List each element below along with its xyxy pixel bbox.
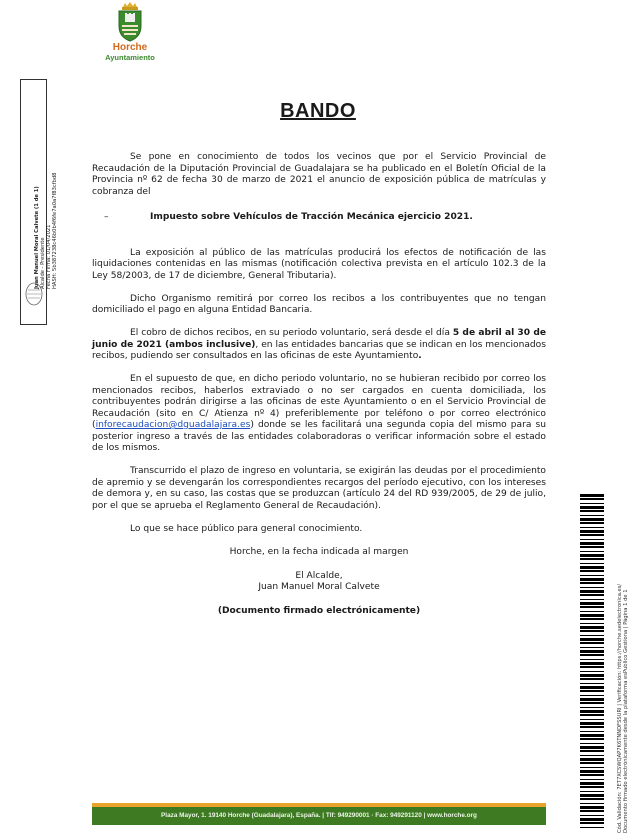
barcode-stripe (580, 719, 604, 720)
paragraph-1: Se pone en conocimiento de todos los vecinos que por el Servicio Provincial de Recaudación de la Diputación Provincial de Guadalajara se ha publicado en el Boletín Oficial de la Provincia nº 62 de fecha 30 de marzo de 2021 el anuncio de exposición pública de matrículas y cobranza del (92, 152, 546, 197)
barcode-stripe (580, 698, 604, 701)
p5-text-a: En el supuesto de que, en dicho periodo voluntario, no se hubieran recibido por correo los mencionados recibos, haberlos extraviado o no ser cargados en cuenta domiciliada, los contribuyentes podrán dirigirse a las oficinas de este Ayuntamiento o en el Servicio Provincial de Recaudación (sito en C/ Atienza nº 4) preferiblemente por teléfono o por correo electrónico ( (92, 374, 546, 430)
barcode-stripe (580, 563, 604, 564)
barcode-stripe (580, 683, 604, 684)
barcode-stripe (580, 606, 604, 608)
barcode-stripe (580, 678, 604, 680)
paragraph-7: Lo que se hace público para general conocimiento. (130, 523, 363, 534)
barcode-stripe (580, 590, 604, 593)
barcode-stripe (580, 827, 604, 828)
signature-line-4: HASH: 5b387238c46b0b4f6fe7a0a7f83cfbd8 (52, 172, 58, 289)
barcode-stripe (580, 798, 604, 800)
barcode-stripe (580, 690, 604, 692)
barcode-stripe (580, 750, 604, 752)
barcode-stripe (580, 782, 604, 785)
barcode-stripe (580, 774, 604, 776)
barcode-stripe (580, 702, 604, 704)
barcode-stripe (580, 758, 604, 761)
footer-text: Plaza Mayor, 1. 19140 Horche (Guadalajara), España. | Tlf: 949290001 · Fax: 949291120 | www.horche.org (161, 812, 477, 819)
paragraph-3: Dicho Organismo remitirá por correo los recibos a los contribuyentes que no tengan domiciliado el pago en alguna Entidad Bancaria. (92, 293, 546, 315)
barcode-stripe (580, 650, 604, 653)
barcode-stripe (580, 671, 604, 672)
barcode-stripe (580, 762, 604, 764)
barcode-stripe (580, 695, 604, 696)
barcode-stripe (580, 587, 604, 588)
paragraph-6: Transcurrido el plazo de ingreso en voluntaria, se exigirán las deudas por el procedimiento de apremio y se devengarán los correspondientes recargos del período ejecutivo, con los intereses de demora y, en su caso, las costas que se produzcan (artículo 24 del RD 939/2005, de 29 de julio, por el que se aprueba el Reglamento General de Recaudación). (92, 466, 546, 511)
barcode-stripe (580, 554, 604, 557)
barcode-stripe (580, 726, 604, 728)
barcode-stripe (580, 779, 604, 780)
barcode-stripe (580, 618, 604, 620)
barcode-stripe (580, 602, 604, 605)
barcode-stripe (580, 822, 604, 824)
barcode-stripe (580, 594, 604, 596)
signer-role: El Alcalde, (295, 570, 343, 581)
barcode-stripe (580, 734, 604, 737)
barcode-stripe (580, 522, 604, 524)
barcode-stripe (580, 570, 604, 572)
document-body (92, 152, 546, 617)
signed-note-text: (Documento firmado electrónicamente) (217, 605, 421, 616)
barcode-stripe (580, 611, 604, 612)
barcode-stripe (580, 642, 604, 644)
verification-line-2: Documento firmado electrónicamente desde la plataforma esPublico Gestiona | Página 1 de 1 (623, 589, 629, 833)
barcode-stripe (580, 546, 604, 548)
barcode-stripe (580, 635, 604, 636)
barcode-stripe (580, 614, 604, 617)
barcode-stripe (580, 674, 604, 677)
barcode-stripe (580, 558, 604, 560)
barcode-stripe (580, 791, 604, 792)
barcode-stripe (580, 714, 604, 716)
tax-bullet (92, 212, 546, 224)
bullet-text: Impuesto sobre Vehículos de Tracción Mecánica ejercicio 2021. (150, 212, 473, 222)
logo-subtitle: Ayuntamiento (105, 53, 155, 62)
email-link[interactable]: inforecaudacion@dguadalajara.es (95, 420, 251, 430)
barcode-stripe (580, 659, 604, 660)
barcode-stripe (580, 810, 604, 812)
barcode-stripe (580, 662, 604, 665)
barcode-stripe (580, 578, 604, 581)
barcode-stripe (580, 542, 604, 545)
verification-text (617, 584, 629, 833)
barcode-stripe (580, 654, 604, 656)
signature-line-2: Alcalde - Presidente (40, 237, 46, 289)
p4-text-b: , en las entidades bancarias que se indican en los mencionados recibos, pudiendo ser consultados en las oficinas de este Ayuntamiento (92, 339, 546, 361)
signature-text (34, 173, 58, 289)
bullet-dash: – (104, 212, 109, 222)
barcode-stripe (580, 686, 604, 689)
barcode-stripe (580, 551, 604, 552)
place-date: Horche, en la fecha indicada al margen (229, 547, 409, 557)
barcode-stripe (580, 498, 604, 500)
barcode-stripe (580, 582, 604, 584)
barcode-stripe (580, 815, 604, 816)
signer-name: Juan Manuel Moral Calvete (258, 582, 380, 592)
barcode-stripe (580, 755, 604, 756)
barcode-stripe (580, 707, 604, 708)
p5-text-b: ) donde se les facilitará una segunda copia del mismo para su posterior ingreso a través de las entidades colaboradoras o verificar información sobre el estado de los mismos. (92, 420, 546, 453)
barcode-stripe (580, 530, 604, 533)
barcode-stripe (580, 638, 604, 641)
signed-note (92, 606, 546, 618)
p4-text-a: El cobro de dichos recibos, en su periodo voluntario, será desde el día (130, 328, 453, 338)
paragraph-5 (92, 374, 546, 455)
barcode-stripe (580, 575, 604, 576)
barcode-stripe (580, 539, 604, 540)
barcode-stripe (580, 623, 604, 624)
barcode-stripe (580, 746, 604, 749)
barcode-stripe (580, 647, 604, 648)
barcode-stripe (580, 710, 604, 713)
municipality-logo (100, 2, 160, 66)
barcode-stripe (580, 767, 604, 768)
seal-icon (24, 281, 44, 307)
signature-line-3: Fecha Firma: 01/04/2021 (46, 224, 52, 289)
barcode-stripe (580, 494, 604, 497)
barcode-stripe (580, 506, 604, 509)
barcode-stripe (580, 503, 604, 504)
paragraph-4 (92, 328, 546, 363)
barcode-stripe (580, 515, 604, 516)
barcode-stripe (580, 722, 604, 725)
coat-of-arms-icon (114, 2, 146, 42)
barcode-stripe (580, 527, 604, 528)
barcode-stripe (580, 510, 604, 512)
barcode-stripe (580, 731, 604, 732)
barcode-stripe (580, 630, 604, 632)
footer-bar (92, 803, 546, 825)
barcode-stripe (580, 599, 604, 600)
document-title (0, 100, 636, 123)
barcode-stripe (580, 786, 604, 788)
barcode-stripe (580, 626, 604, 629)
signature-line-1: Juan Manuel Moral Calvete (1 de 1) (34, 186, 40, 289)
barcode-stripe (580, 818, 604, 821)
barcode-stripe (580, 518, 604, 521)
barcode (580, 494, 604, 830)
barcode-stripe (580, 738, 604, 740)
verification-line-1: Cód. Validación: 7ET7XCSWQAP7K6TNNDFSSURI | Verificación: https://horche.sedelectronica.es/ (617, 583, 623, 833)
barcode-stripe (580, 534, 604, 536)
p4-text-c: . (418, 351, 422, 361)
barcode-stripe (580, 566, 604, 569)
barcode-stripe (580, 666, 604, 668)
barcode-stripe (580, 803, 604, 804)
barcode-stripe (580, 806, 604, 809)
barcode-stripe (580, 794, 604, 797)
logo-name: Horche (112, 42, 148, 53)
paragraph-2: La exposición al público de las matrículas producirá los efectos de notificación de las liquidaciones contenidas en las mismas (notificación colectiva prevista en el artículo 102.3 de la Ley 58/2003, de 17 de diciembre, General Tributaria). (92, 247, 546, 281)
barcode-stripe (580, 743, 604, 744)
barcode-stripe (580, 770, 604, 773)
p4-dates: 5 de abril al 30 de junio de 2021 (ambos inclusive) (92, 328, 546, 350)
title-text: BANDO (280, 100, 356, 122)
